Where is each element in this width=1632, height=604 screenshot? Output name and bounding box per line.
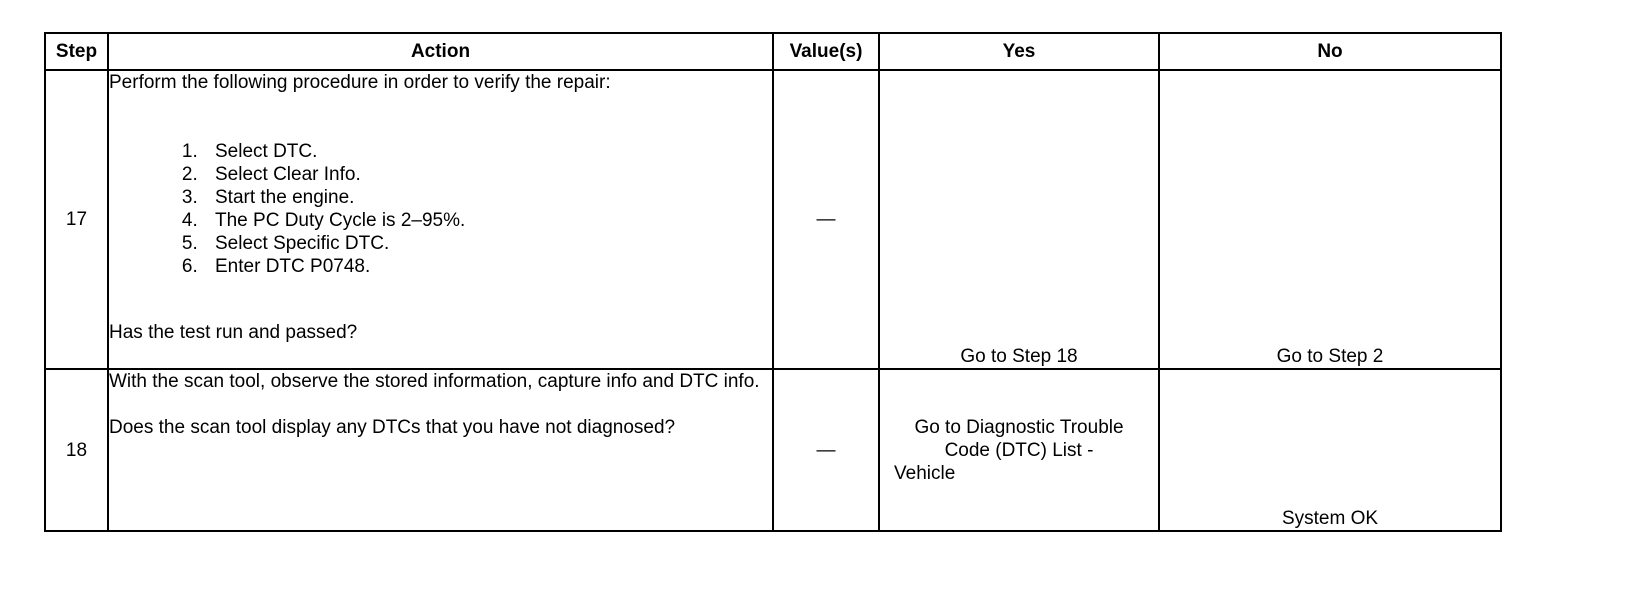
yes-result-line: Go to Diagnostic Trouble	[914, 416, 1124, 438]
action-intro: With the scan tool, observe the stored information, capture info and DTC info.	[109, 371, 760, 392]
header-step: Step	[45, 33, 108, 70]
diagnostic-table	[44, 32, 1502, 532]
procedure-step: 4. The PC Duty Cycle is 2–95%.	[203, 209, 772, 232]
action-cell	[108, 70, 773, 369]
header-row	[45, 33, 1501, 70]
procedure-step: 1. Select DTC.	[203, 140, 772, 163]
no-result: System OK	[1159, 369, 1501, 531]
procedure-step: 3. Start the engine.	[203, 186, 772, 209]
header-action: Action	[108, 33, 773, 70]
value-cell: —	[773, 70, 879, 369]
action-question: Does the scan tool display any DTCs that you have not diagnosed?	[109, 417, 676, 438]
yes-result	[879, 369, 1159, 531]
header-values: Value(s)	[773, 33, 879, 70]
yes-result-line: Vehicle	[894, 462, 956, 484]
procedure-step: 2. Select Clear Info.	[203, 163, 772, 186]
procedure-step: 6. Enter DTC P0748.	[203, 255, 772, 278]
action-question: Has the test run and passed?	[109, 322, 358, 343]
header-no: No	[1159, 33, 1501, 70]
table-row	[45, 369, 1501, 531]
yes-result: Go to Step 18	[879, 70, 1159, 369]
step-number: 17	[45, 70, 108, 369]
no-result: Go to Step 2	[1159, 70, 1501, 369]
action-intro: Perform the following procedure in order to verify the repair:	[109, 72, 611, 93]
step-number: 18	[45, 369, 108, 531]
procedure-list	[109, 140, 772, 278]
yes-result-line: Code (DTC) List -	[944, 439, 1094, 461]
table-row	[45, 70, 1501, 369]
value-cell: —	[773, 369, 879, 531]
action-cell	[108, 369, 773, 531]
procedure-step: 5. Select Specific DTC.	[203, 232, 772, 255]
header-yes: Yes	[879, 33, 1159, 70]
